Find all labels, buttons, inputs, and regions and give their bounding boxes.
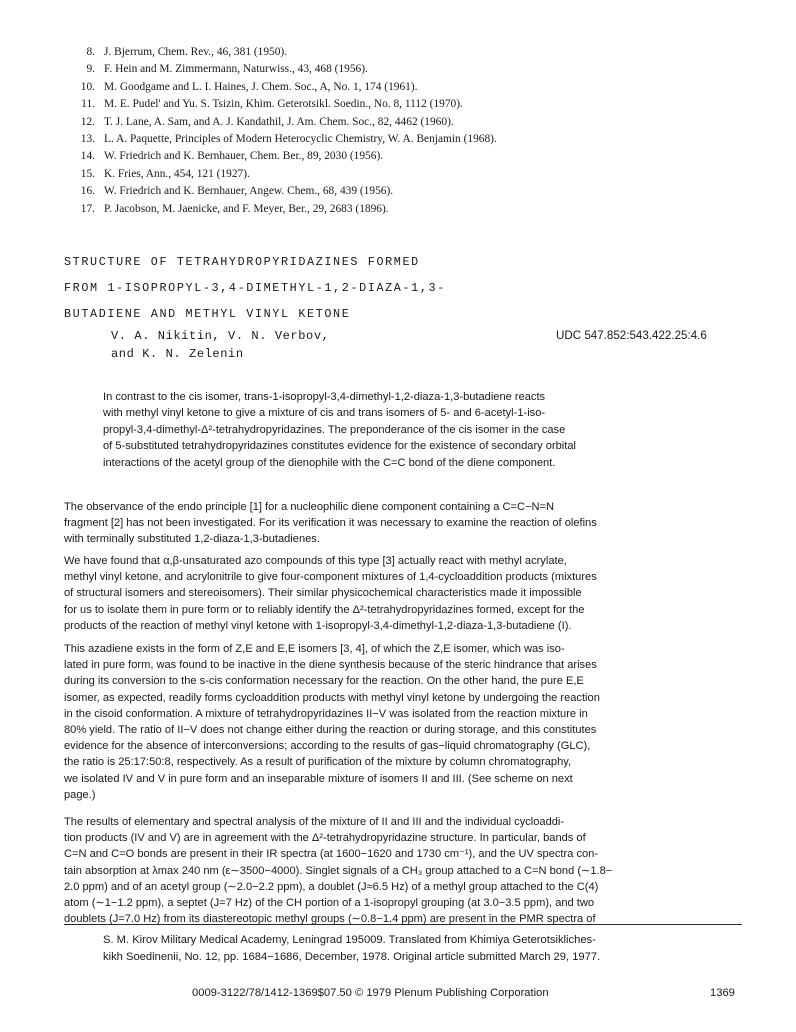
reference-number: 17. — [80, 202, 95, 215]
reference-number: 15. — [80, 167, 95, 180]
reference-text: M. E. Pudel' and Yu. S. Tsizin, Khim. Geterotsikl. Soedin., No. 8, 1112 (1970). — [104, 98, 463, 111]
affiliation-footnote — [103, 932, 600, 966]
paragraph-line: This azadiene exists in the form of Z,E and E,E isomers [3, 4], of which the Z,E isomer, which was iso- — [64, 643, 565, 655]
reference-number: 14. — [80, 150, 95, 163]
abstract — [103, 389, 693, 471]
copyright-line: 0009-3122/78/1412-1369$07.50 © 1979 Plenum Publishing Corporation — [192, 987, 549, 999]
paragraph-line: products of the reaction of methyl vinyl ketone with 1-isopropyl-3,4-dimethyl-1,2-diaza-1,3-butadiene (I). — [64, 619, 572, 632]
authors-line: V. A. Nikitin, V. N. Verbov, — [111, 329, 330, 343]
reference-list — [62, 44, 742, 218]
reference-number: 16. — [80, 185, 95, 198]
footnote-line: S. M. Kirov Military Medical Academy, Leningrad 195009. Translated from Khimiya Geterotsikliches- — [103, 934, 596, 946]
footnote-divider — [64, 924, 742, 925]
abstract-line: of 5-substituted tetrahydropyridazines constitutes evidence for the existence of secondary orbital — [103, 440, 576, 453]
abstract-line: In contrast to the cis isomer, trans-1-isopropyl-3,4-dimethyl-1,2-diaza-1,3-butadiene reacts — [103, 391, 546, 403]
reference-text: K. Fries, Ann., 454, 121 (1927). — [104, 167, 250, 180]
paragraph-line: evidence for the absence of interconversions; according to the results of gas−liquid chromatography (GLC), — [64, 740, 591, 753]
title-line: FROM 1-ISOPROPYL-3,4-DIMETHYL-1,2-DIAZA-1,3- — [64, 281, 446, 295]
reference-text: P. Jacobson, M. Jaenicke, and F. Meyer, Ber., 29, 2683 (1896). — [104, 202, 389, 215]
paragraph-line: in the cisoid conformation. A mixture of tetrahydropyridazines II−V was isolated from the reaction mixture in — [64, 707, 588, 720]
reference-text: J. Bjerrum, Chem. Rev., 46, 381 (1950). — [104, 46, 288, 58]
reference-text: T. J. Lane, A. Sam, and A. J. Kandathil, J. Am. Chem. Soc., 82, 4462 (1960). — [104, 115, 454, 128]
reference-text: W. Friedrich and K. Bernhauer, Angew. Chem., 68, 439 (1956). — [104, 185, 394, 198]
abstract-line: with methyl vinyl ketone to give a mixture of cis and trans isomers of 5- and 6-acetyl-1-iso- — [103, 407, 546, 420]
paragraph-line: with terminally substituted 1,2-diaza-1,3-butadienes. — [64, 533, 320, 546]
paragraph-line: doublets (J=7.0 Hz) from its diastereotopic methyl groups (∼0.8−1.4 ppm) are present in the PMR spectra of — [64, 913, 596, 926]
body-paragraph — [64, 641, 744, 803]
paragraph-line: The results of elementary and spectral analysis of the mixture of II and III and the individual cycloaddi- — [64, 816, 565, 828]
reference-number: 11. — [81, 98, 95, 111]
paragraph-line: page.) — [64, 788, 96, 801]
reference-item — [62, 183, 742, 200]
reference-number: 9. — [86, 63, 95, 76]
reference-text: W. Friedrich and K. Bernhauer, Chem. Ber., 89, 2030 (1956). — [104, 150, 384, 163]
abstract-line: interactions of the acetyl group of the dienophile with the C=C bond of the diene component. — [103, 456, 556, 469]
paragraph-line: We have found that α,β-unsaturated azo compounds of this type [3] actually react with methyl acrylate, — [64, 555, 567, 567]
page-number: 1369 — [710, 987, 735, 999]
reference-item — [62, 131, 742, 148]
paragraph-line: methyl vinyl ketone, and acrylonitrile to give four-component mixtures of 1,4-cycloaddition products (mixtures — [64, 571, 597, 584]
reference-number: 12. — [80, 115, 95, 128]
paragraph-line: tain absorption at λmax 240 nm (ε∼3500−4000). Singlet signals of a CH₃ group attached to a C=N bond (∼1.8− — [64, 864, 613, 877]
title-line: STRUCTURE OF TETRAHYDROPYRIDAZINES FORMED — [64, 255, 420, 269]
reference-number: 8. — [86, 46, 95, 58]
title-line: BUTADIENE AND METHYL VINYL KETONE — [64, 307, 351, 321]
paragraph-line: fragment [2] has not been investigated. For its verification it was necessary to examine the reaction of olefins — [64, 517, 597, 530]
reference-item — [62, 96, 742, 113]
body-paragraph — [64, 499, 744, 548]
paragraph-line: tion products (IV and V) are in agreement with the Δ²-tetrahydropyridazine structure. In particular, bands of — [64, 832, 586, 845]
paragraph-line: The observance of the endo principle [1] for a nucleophilic diene component containing a C=C−N=N — [64, 501, 554, 513]
paragraph-line: during its conversion to the s-cis conformation necessary for the reaction. On the other hand, the pure E,E — [64, 675, 584, 688]
paragraph-line: 2.0 ppm) and of an acetyl group (∼2.0−2.2 ppm), a doublet (J≈6.5 Hz) of a methyl group attached to the C(4) — [64, 880, 599, 893]
paragraph-line: we isolated IV and V in pure form and an inseparable mixture of isomers II and III. (See scheme on next — [64, 772, 573, 785]
paragraph-line: 80% yield. The ratio of II−V does not change either during the reaction or during storage, and this constitutes — [64, 724, 597, 737]
reference-item — [62, 148, 742, 165]
reference-text: F. Hein and M. Zimmermann, Naturwiss., 43, 468 (1956). — [104, 63, 368, 76]
paragraph-line: atom (∼1−1.2 ppm), a septet (J=7 Hz) of the CH portion of a 1-isopropyl grouping (at 3.0−3.5 ppm), and two — [64, 897, 595, 910]
paragraph-line: for us to isolate them in pure form or to reliably identify the Δ²-tetrahydropyridazines formed, except for the — [64, 603, 585, 616]
reference-item — [62, 166, 742, 183]
udc-code: UDC 547.852:543.422.25:4.6 — [556, 329, 707, 342]
paragraph-line: lated in pure form, was found to be inactive in the diene synthesis because of the steric hindrance that arises — [64, 659, 597, 672]
body-paragraph — [64, 553, 744, 634]
authors-line: and K. N. Zelenin — [111, 347, 244, 361]
reference-item — [62, 201, 742, 218]
reference-item — [62, 61, 742, 78]
paragraph-line: of structural isomers and stereoisomers). Their similar physicochemical characteristics made it impossible — [64, 587, 582, 600]
reference-text: M. Goodgame and L. I. Haines, J. Chem. Soc., A, No. 1, 174 (1961). — [104, 80, 418, 93]
abstract-line: propyl-3,4-dimethyl-Δ²-tetrahydropyridazines. The preponderance of the cis isomer in the case — [103, 423, 566, 436]
authors — [111, 327, 329, 363]
paragraph-line: isomer, as expected, readily forms cycloaddition products with methyl vinyl ketone by undergoing the reaction — [64, 691, 600, 704]
body-paragraph — [64, 814, 744, 927]
reference-item — [62, 79, 742, 96]
reference-number: 10. — [80, 80, 95, 93]
paragraph-line: the ratio is 25:17:50:8, respectively. As a result of purification of the mixture by column chromatography, — [64, 756, 572, 769]
article-title — [64, 249, 446, 327]
reference-number: 13. — [80, 133, 95, 146]
paragraph-line: C=N and C=O bonds are present in their IR spectra (at 1600−1620 and 1730 cm⁻¹), and the UV spectra con- — [64, 848, 599, 861]
footnote-line: kikh Soedinenii, No. 12, pp. 1684−1686, December, 1978. Original article submitted March 29, 1977. — [103, 951, 601, 963]
reference-text: L. A. Paquette, Principles of Modern Heterocyclic Chemistry, W. A. Benjamin (1968). — [104, 133, 497, 146]
reference-item — [62, 44, 742, 61]
reference-item — [62, 114, 742, 131]
